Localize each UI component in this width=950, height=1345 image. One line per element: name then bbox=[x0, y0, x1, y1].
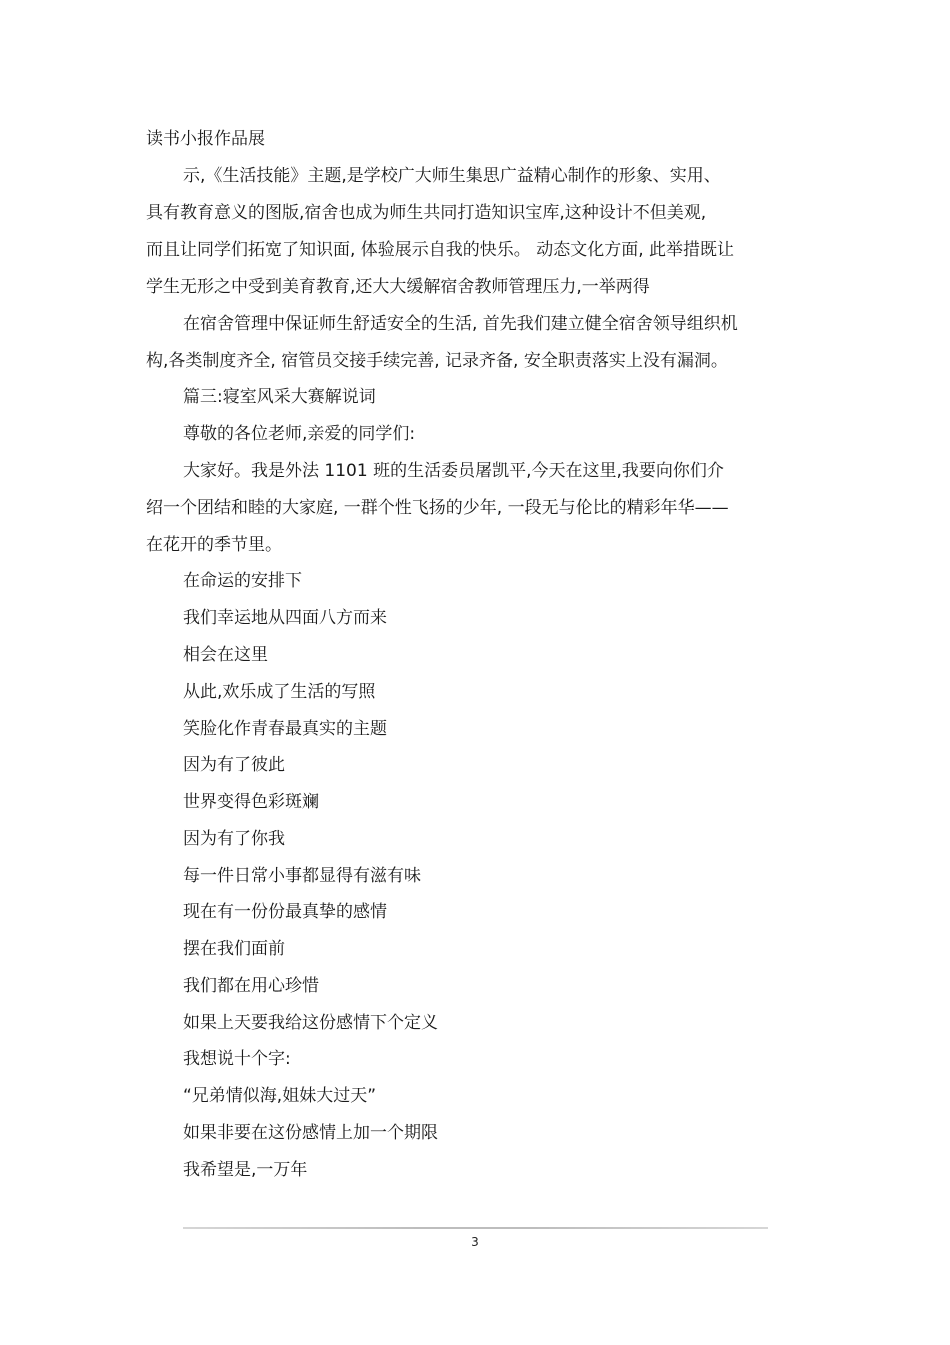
page-number: 3 bbox=[471, 1235, 479, 1249]
poem-line: 我们都在用心珍惜 bbox=[183, 976, 319, 996]
poem-line: 在命运的安排下 bbox=[183, 571, 302, 591]
text-line: 读书小报作品展 bbox=[146, 129, 265, 149]
poem-line: 摆在我们面前 bbox=[183, 939, 285, 959]
poem-line: 我们幸运地从四面八方而来 bbox=[183, 608, 387, 628]
poem-line: 世界变得色彩斑斓 bbox=[183, 792, 319, 812]
poem-line: 现在有一份份最真挚的感情 bbox=[183, 902, 387, 922]
text-line: 大家好。我是外法 1101 班的生活委员屠凯平,今天在这里,我要向你们介 bbox=[183, 461, 724, 481]
text-line: 示,《生活技能》主题,是学校广大师生集思广益精心制作的形象、实用、 bbox=[183, 166, 721, 186]
footer-divider bbox=[183, 1227, 768, 1229]
poem-line: 笑脸化作青春最真实的主题 bbox=[183, 719, 387, 739]
poem-line: 如果非要在这份感情上加一个期限 bbox=[183, 1123, 438, 1143]
text-line: 构,各类制度齐全, 宿管员交接手续完善, 记录齐备, 安全职责落实上没有漏洞。 bbox=[146, 351, 728, 371]
text-line: 具有教育意义的图版,宿舍也成为师生共同打造知识宝库,这种设计不但美观, bbox=[146, 203, 707, 223]
poem-line: 从此,欢乐成了生活的写照 bbox=[183, 682, 376, 702]
text-line: 而且让同学们拓宽了知识面, 体验展示自我的快乐。 动态文化方面, 此举措既让 bbox=[146, 240, 735, 260]
poem-line: 我希望是,一万年 bbox=[183, 1160, 308, 1180]
text-line: 在花开的季节里。 bbox=[146, 535, 282, 555]
poem-line: 因为有了彼此 bbox=[183, 755, 285, 775]
poem-line: 因为有了你我 bbox=[183, 829, 285, 849]
text-line: 学生无形之中受到美育教育,还大大缓解宿舍教师管理压力,一举两得 bbox=[146, 277, 650, 297]
text-line: 在宿舍管理中保证师生舒适安全的生活, 首先我们建立健全宿舍领导组织机 bbox=[183, 314, 738, 334]
greeting-line: 尊敬的各位老师,亲爱的同学们: bbox=[183, 424, 416, 444]
poem-line: 相会在这里 bbox=[183, 645, 268, 665]
text-line: 绍一个团结和睦的大家庭, 一群个性飞扬的少年, 一段无与伦比的精彩年华—— bbox=[146, 498, 729, 518]
poem-line: 我想说十个字: bbox=[183, 1049, 291, 1069]
poem-line: 如果上天要我给这份感情下个定义 bbox=[183, 1013, 438, 1033]
poem-line: “兄弟情似海,姐妹大过天” bbox=[183, 1086, 377, 1106]
section-heading: 篇三:寝室风采大赛解说词 bbox=[183, 387, 376, 407]
poem-line: 每一件日常小事都显得有滋有味 bbox=[183, 866, 421, 886]
